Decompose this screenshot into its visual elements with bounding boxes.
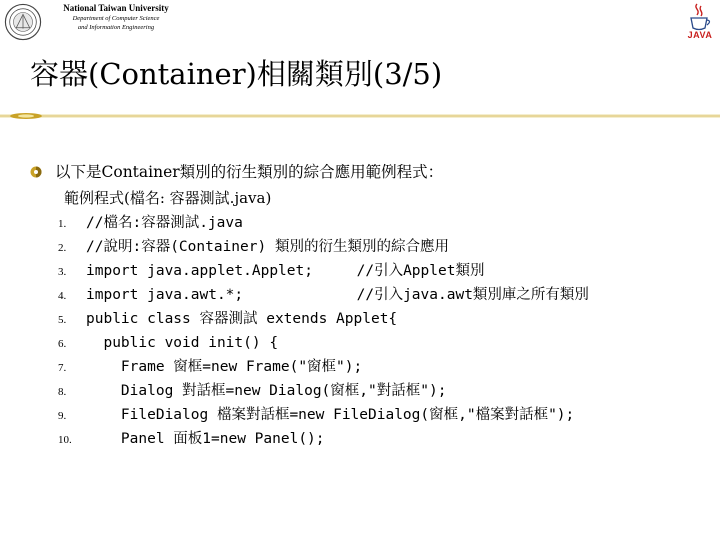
code-text: //檔名:容器測試.java — [86, 215, 243, 231]
code-text: import java.applet.Applet; //引入Applet類別 — [86, 263, 485, 279]
slide-title: 容器(Container)相關類別(3/5) — [30, 57, 443, 91]
code-text: public class 容器測試 extends Applet{ — [86, 311, 398, 327]
line-number: 8. — [58, 386, 67, 398]
code-line — [58, 306, 589, 330]
title-divider — [0, 111, 720, 121]
java-label: JAVA — [687, 30, 713, 40]
university-name: National Taiwan University — [63, 3, 169, 13]
line-number: 5. — [58, 314, 67, 326]
line-number: 10. — [58, 434, 72, 446]
code-text: Panel 面板1=new Panel(); — [86, 431, 325, 447]
code-line — [58, 354, 589, 378]
code-line — [58, 282, 589, 306]
code-text: FileDialog 檔案對話框=new FileDialog(窗框,"檔案對話框"); — [86, 407, 575, 423]
line-number: 1. — [58, 218, 67, 230]
line-number: 3. — [58, 266, 67, 278]
code-line — [58, 330, 589, 354]
ntu-seal-icon — [4, 3, 42, 41]
code-line — [58, 258, 589, 282]
code-line — [58, 210, 589, 234]
code-text: public void init() { — [86, 335, 279, 351]
code-line — [58, 426, 589, 450]
department-line-1: Department of Computer Science — [72, 15, 160, 22]
bullet-text: 以下是Container類別的衍生類別的綜合應用範例程式： — [55, 163, 444, 181]
code-text: Dialog 對話框=new Dialog(窗框,"對話框"); — [86, 383, 447, 399]
code-heading: 範例程式(檔名: 容器測試.java) — [64, 189, 272, 207]
code-line — [58, 402, 589, 426]
code-text: //說明:容器(Container) 類別的衍生類別的綜合應用 — [86, 239, 449, 255]
line-number: 6. — [58, 338, 67, 350]
line-number: 7. — [58, 362, 67, 374]
line-number: 4. — [58, 290, 67, 302]
bullet-icon — [30, 166, 42, 178]
line-number: 9. — [58, 410, 67, 422]
department-line-2: and Information Engineering — [77, 24, 155, 31]
code-text: Frame 窗框=new Frame("窗框"); — [86, 359, 363, 375]
code-listing — [58, 210, 589, 450]
code-line — [58, 378, 589, 402]
code-text: import java.awt.*; //引入java.awt類別庫之所有類別 — [86, 287, 589, 303]
code-line — [58, 234, 589, 258]
university-block — [46, 3, 186, 32]
line-number: 2. — [58, 242, 67, 254]
